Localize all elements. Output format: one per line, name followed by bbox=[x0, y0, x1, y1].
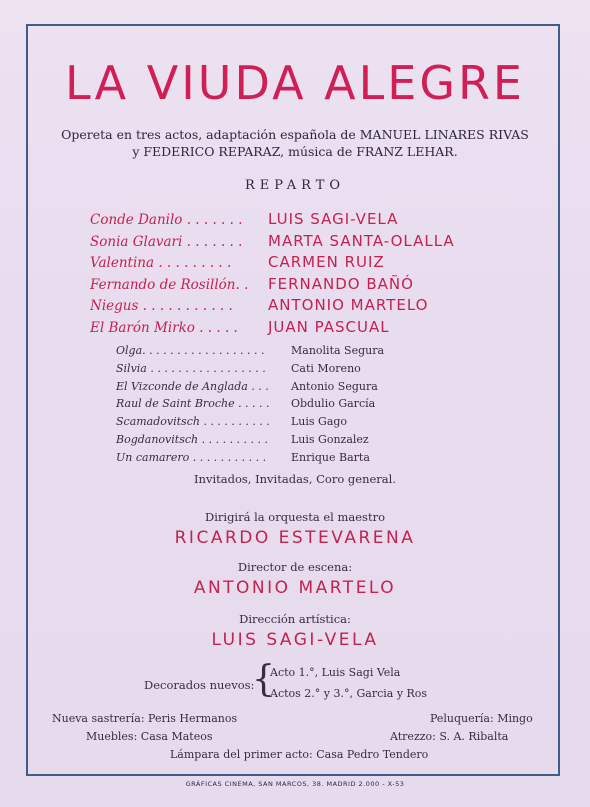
cast-row bbox=[116, 451, 384, 469]
lamp-credit: Lámpara del primer acto: Casa Pedro Tendero bbox=[170, 748, 429, 761]
cast-role: Sonia Glavari . . . . . . . bbox=[90, 233, 243, 250]
cast-actor: Cati Moreno bbox=[291, 361, 361, 375]
tailoring-credit: Nueva sastrería: Peris Hermanos bbox=[52, 712, 238, 725]
cast-role: Raul de Saint Broche . . . . . bbox=[116, 397, 270, 411]
brace-icon: { bbox=[252, 659, 275, 700]
cast-row bbox=[116, 415, 384, 433]
cast-actor: LUIS SAGI-VELA bbox=[268, 210, 399, 228]
cast-row bbox=[90, 210, 455, 232]
cast-actor: Obdulio García bbox=[291, 397, 376, 411]
cast-role: Niegus . . . . . . . . . . . bbox=[90, 298, 233, 314]
cast-role: Un camarero . . . . . . . . . . . bbox=[116, 450, 267, 464]
cast-role: Scamadovitsch . . . . . . . . . . bbox=[116, 415, 270, 429]
cast-role: El Barón Mirko . . . . . bbox=[90, 319, 238, 336]
cast-actor: Luis Gonzalez bbox=[291, 432, 369, 446]
cast-row bbox=[90, 232, 455, 254]
cast-actor: Enrique Barta bbox=[291, 450, 370, 464]
artistic-director-name: LUIS SAGI-VELA bbox=[211, 630, 379, 650]
cast-actor: FERNANDO BAÑÓ bbox=[268, 274, 414, 293]
cast-row bbox=[116, 397, 384, 415]
cast-row bbox=[90, 275, 455, 297]
conductor-label: Dirigirá la orquesta el maestro bbox=[205, 510, 385, 524]
cast-role: Olga. . . . . . . . . . . . . . . . . . bbox=[116, 344, 265, 357]
cast-actor: JUAN PASCUAL bbox=[268, 317, 390, 336]
stage-director-name: ANTONIO MARTELO bbox=[193, 578, 397, 598]
cast-actor: Luis Gago bbox=[291, 415, 348, 429]
subtitle: Opereta en tres actos, adaptación española de MANUEL LINARES RIVAS y FEDERICO REPARAZ, música de FRANZ LEHAR. bbox=[61, 127, 529, 159]
cast-role: Fernando de Rosillón. . bbox=[90, 276, 249, 293]
chorus-line: Invitados, Invitadas, Coro general. bbox=[194, 472, 396, 486]
page-title: LA VIUDA ALEGRE bbox=[64, 56, 525, 110]
supporting-cast-list bbox=[116, 344, 384, 469]
cast-row bbox=[90, 253, 455, 275]
cast-role: Silvia . . . . . . . . . . . . . . . . . bbox=[116, 361, 266, 375]
cast-role: Conde Danilo . . . . . . . bbox=[90, 212, 243, 228]
conductor-name: RICARDO ESTEVARENA bbox=[174, 528, 416, 548]
artistic-director-label: Dirección artística: bbox=[239, 612, 351, 626]
cast-row bbox=[116, 380, 384, 398]
cast-row bbox=[90, 318, 455, 340]
cast-role: Valentina . . . . . . . . . bbox=[90, 255, 232, 271]
props-credit: Atrezzo: S. A. Ribalta bbox=[390, 730, 509, 743]
cast-actor: Antonio Segura bbox=[291, 379, 378, 393]
decor-line: Actos 2.° y 3.°, Garcia y Ros bbox=[270, 687, 428, 700]
principal-cast-list bbox=[90, 210, 455, 339]
cast-actor: ANTONIO MARTELO bbox=[268, 296, 429, 314]
printer-imprint: GRÁFICAS CINEMA, SAN MARCOS, 38. MADRID 2.000 - X-53 bbox=[185, 780, 405, 788]
cast-actor: MARTA SANTA-OLALLA bbox=[268, 231, 455, 250]
stage-director-label: Director de escena: bbox=[237, 560, 353, 574]
cast-row bbox=[116, 433, 384, 451]
decor-label: Decorados nuevos: bbox=[144, 678, 255, 692]
cast-row bbox=[116, 362, 384, 380]
cast-role: El Vizconde de Anglada . . . bbox=[116, 379, 269, 393]
cast-role: Bogdanovitsch . . . . . . . . . . bbox=[116, 432, 269, 446]
furniture-credit: Muebles: Casa Mateos bbox=[86, 730, 213, 743]
cast-row bbox=[90, 296, 455, 318]
cast-row bbox=[116, 344, 384, 362]
cast-actor: CARMEN RUIZ bbox=[268, 253, 385, 271]
decor-line: Acto 1.°, Luis Sagi Vela bbox=[270, 666, 401, 679]
hair-credit: Peluquería: Mingo bbox=[430, 712, 533, 725]
cast-actor: Manolita Segura bbox=[291, 344, 385, 357]
reparto-heading: REPARTO bbox=[244, 178, 346, 193]
